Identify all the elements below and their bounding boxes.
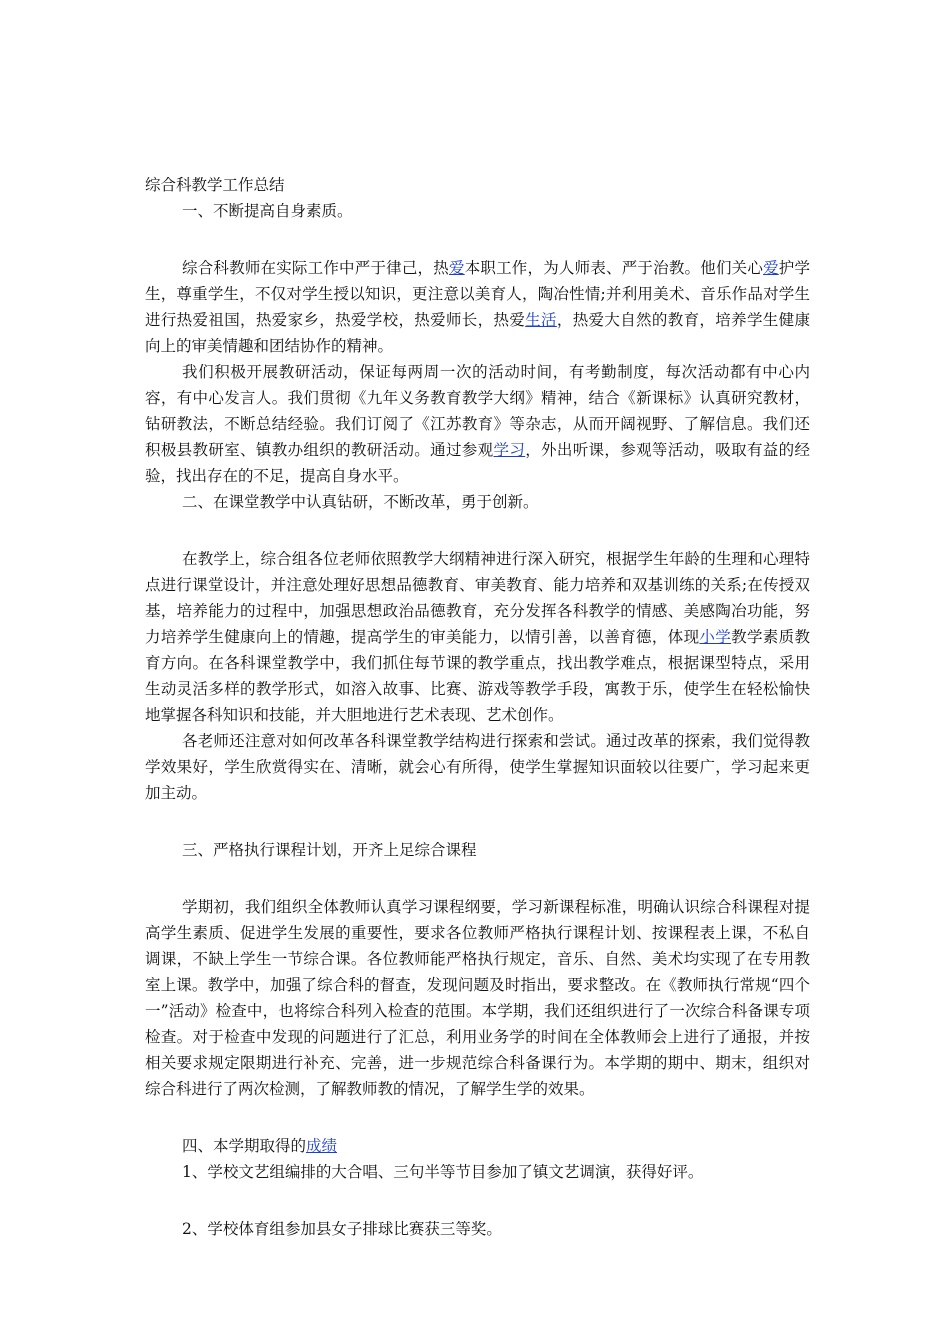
achievement-item-1: 1、学校文艺组编排的大合唱、三句半等节目参加了镇文艺调演，获得好评。 <box>182 1163 704 1181</box>
blank-line <box>145 1102 810 1133</box>
paragraph-text: 学期初，我们组织全体教师认真学习课程纲要，学习新课程标准，明确认识综合科课程对提高学生素质、促进学生发展的重要性，要求各位教师严格执行课程计划、按课程表上课，不私自调课，不缺上学生一节综合课。各位教师能严格执行规定，音乐、自然、美术均实现了在专用教室上课。教学中，加强了综合科的督查，发现问题及时指出，要求整改。在《教师执行常规“四个一”活动》检查中，也将综合科列入检查的范围。本学期，我们还组织进行了一次综合科备课专项检查。对于检查中发现的问题进行了汇总，利用业务学的时间在全体教师会上进行了通报，并按相关要求规定限期进行补充、完善，进一步规范综合科备课行为。本学期的期中、期末，组织对综合科进行了两次检测，了解教师教的情况，了解学生学的效果。 <box>145 898 810 1098</box>
paragraph-text: 教学素质教育方向。在各科课堂教学中，我们抓住每节课的教学重点，找出教学难点，根据课型特点，采用生动灵活多样的教学形式，如溶入故事、比赛、游戏等教学手段，寓教于乐，使学生在轻松愉快地掌握各科知识和技能，并大胆地进行艺术表现、艺术创作。 <box>145 628 810 724</box>
link-ai-2[interactable]: 爱 <box>763 259 779 277</box>
link-xiaoxue[interactable]: 小学 <box>699 628 732 646</box>
paragraph-text: ，热爱大自然的教育，培养学生健康向上的审美情趣和团结协作的精神。 <box>145 311 810 355</box>
section-2-paragraph-1 <box>145 546 810 728</box>
section-1-paragraph-1 <box>145 255 810 359</box>
section-4-heading <box>145 1133 810 1159</box>
section-1-paragraph-2 <box>145 359 810 489</box>
blank-line <box>145 515 810 546</box>
blank-line <box>145 224 810 255</box>
paragraph-text: 本职工作，为人师表、严于治教。他们关心 <box>464 259 764 277</box>
section-2-heading: 二、在课堂教学中认真钻研，不断改革，勇于创新。 <box>182 493 539 511</box>
section-3-paragraph-1 <box>145 894 810 1102</box>
document-page <box>145 172 810 1242</box>
paragraph-text: 护学生，尊重学生，不仅对学生授以知识，更注意以美育人，陶冶性情;并利用美术、音乐作品对学生进行热爱祖国，热爱家乡，热爱学校，热爱师长，热爱 <box>145 259 810 329</box>
paragraph-text: ，外出听课，参观等活动，吸取有益的经验，找出存在的不足，提高自身水平。 <box>145 441 810 485</box>
blank-line <box>145 806 810 837</box>
link-chengji[interactable]: 成绩 <box>306 1137 338 1155</box>
blank-line <box>145 863 810 894</box>
achievement-item-2: 2、学校体育组参加县女子排球比赛获三等奖。 <box>182 1220 502 1238</box>
paragraph-text: 各老师还注意对如何改革各科课堂教学结构进行探索和尝试。通过改革的探索，我们觉得教学效果好，学生欣赏得实在、清晰，就会心有所得，使学生掌握知识面较以往要广，学习起来更加主动。 <box>145 732 810 802</box>
document-title: 综合科教学工作总结 <box>145 176 285 194</box>
blank-line <box>145 1185 810 1216</box>
section-2-paragraph-2 <box>145 728 810 806</box>
link-ai[interactable]: 爱 <box>448 259 465 277</box>
link-xuexi[interactable]: 学习 <box>493 441 526 459</box>
section-4-heading-text: 四、本学期取得的 <box>182 1137 307 1155</box>
paragraph-text: 综合科教师在实际工作中严于律己，热 <box>182 259 449 277</box>
section-1-heading: 一、不断提高自身素质。 <box>182 202 353 220</box>
paragraph-text: 我们积极开展教研活动，保证每两周一次的活动时间，有考勤制度，每次活动都有中心内容，有中心发言人。我们贯彻《九年义务教育教学大纲》精神，结合《新课标》认真研究教材，钻研教法，不断总结经验。我们订阅了《江苏教育》等杂志，从而开阔视野、了解信息。我们还积极县教研室、镇教办组织的教研活动。通过参观 <box>145 363 810 459</box>
paragraph-text: 在教学上，综合组各位老师依照教学大纲精神进行深入研究，根据学生年龄的生理和心理特点进行课堂设计，并注意处理好思想品德教育、审美教育、能力培养和双基训练的关系;在传授双基，培养能力的过程中，加强思想政治品德教育，充分发挥各科教学的情感、美感陶冶功能，努力培养学生健康向上的情趣，提高学生的审美能力，以情引善，以善育德，体现 <box>145 550 810 646</box>
section-3-heading: 三、严格执行课程计划，开齐上足综合课程 <box>182 841 477 859</box>
link-shenghuo[interactable]: 生活 <box>525 311 557 329</box>
